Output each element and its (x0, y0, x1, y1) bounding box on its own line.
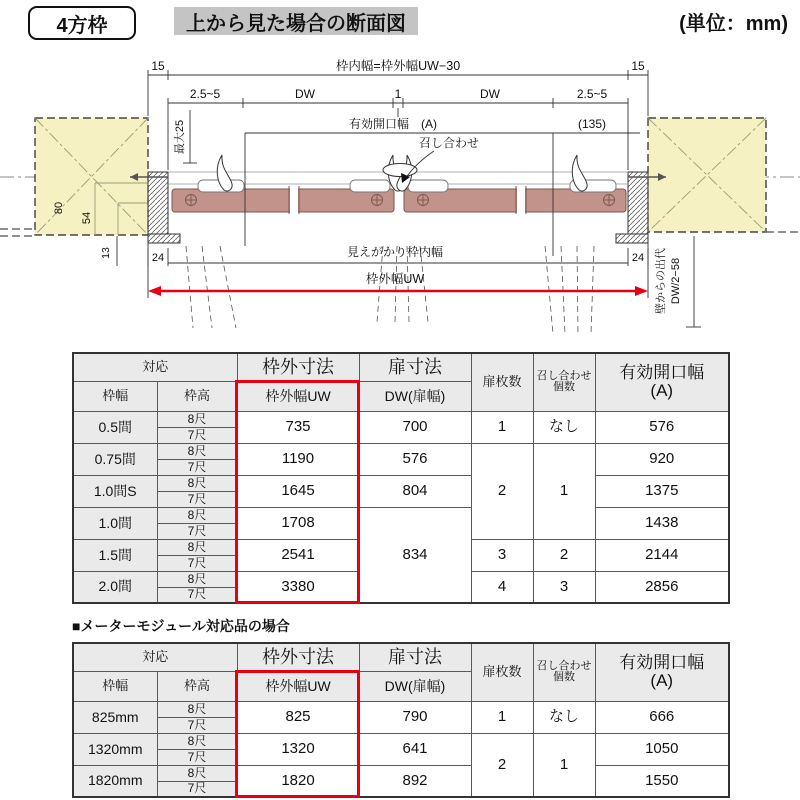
cell-meeting: 3 (533, 571, 595, 603)
cell-meeting: 1 (533, 733, 595, 797)
label-meeting-stile: 召し合わせ (418, 136, 480, 150)
cell-opening: 1438 (595, 507, 729, 539)
dim-outer-width-uw: 枠外幅UW (365, 272, 425, 286)
cell-frame-height: 7尺 (157, 717, 237, 733)
cell-doors: 1 (471, 411, 533, 443)
unit-label: (単位：mm) (679, 13, 788, 35)
cell-opening: 920 (595, 443, 729, 475)
th-outer-dim: 枠外寸法 (237, 353, 359, 381)
dim-dw-right: DW (480, 87, 500, 101)
cell-opening: 2856 (595, 571, 729, 603)
section-title: 上から見た場合の断面図 (174, 7, 418, 35)
cell-doors: 2 (471, 443, 533, 539)
cell-frame-height: 8尺 (157, 443, 237, 459)
th-door-dim: 扉寸法 (359, 643, 471, 671)
door-panels (172, 155, 626, 214)
th-correspond: 対応 (73, 643, 237, 671)
dim-24-left: 24 (151, 252, 165, 264)
th-opening-line2: (A) (650, 671, 674, 691)
dim-max25: 最大25 (174, 119, 186, 155)
th-opening-line1: 有効開口幅 (619, 363, 705, 383)
th-frame-width: 枠幅 (73, 671, 157, 701)
outer-width-arrow (148, 286, 648, 296)
cell-frame-height: 7尺 (157, 459, 237, 475)
cell-uw: 735 (237, 411, 359, 443)
cell-opening: 666 (595, 701, 729, 733)
label-wall-offset: 壁からの出代 (655, 248, 667, 314)
wall-right (648, 118, 800, 232)
cell-frame-width: 1.0間 (73, 507, 157, 539)
dim-gap-left: 2.5~5 (189, 87, 221, 101)
dim-13: 13 (100, 247, 112, 259)
dim-visible-inner-width: 見えがかり枠内幅 (346, 245, 444, 259)
cell-opening: 2144 (595, 539, 729, 571)
cell-frame-height: 8尺 (157, 733, 237, 749)
cell-uw: 3380 (237, 571, 359, 603)
th-frame-height: 枠高 (157, 381, 237, 411)
th-meeting-count (533, 643, 595, 701)
th-meeting-line2: 個数 (553, 671, 575, 684)
label-wall-offset-formula: DW/2−58 (670, 257, 682, 305)
cell-uw: 1190 (237, 443, 359, 475)
dim-54: 54 (81, 211, 93, 225)
th-frame-width: 枠幅 (73, 381, 157, 411)
th-meeting-line1: 召し合わせ (536, 369, 592, 382)
wall-left (0, 118, 148, 236)
spec-table-standard (72, 352, 730, 604)
cell-frame-height: 8尺 (157, 571, 237, 587)
cell-frame-width: 825mm (73, 701, 157, 733)
cell-uw: 1820 (237, 765, 359, 797)
cell-frame-width: 1820mm (73, 765, 157, 797)
th-opening-line1: 有効開口幅 (619, 653, 705, 673)
th-outer-width-uw: 枠外幅UW (237, 381, 359, 411)
dim-80: 80 (53, 201, 65, 215)
cell-dw: 834 (359, 507, 471, 603)
cell-uw: 2541 (237, 539, 359, 571)
cell-doors: 1 (471, 701, 533, 733)
cell-frame-height: 8尺 (157, 507, 237, 523)
meter-module-note: ■メーターモジュール対応品の場合 (72, 618, 290, 634)
th-correspond: 対応 (73, 353, 237, 381)
th-door-count: 扉枚数 (471, 643, 533, 701)
cell-frame-height: 7尺 (157, 555, 237, 571)
cell-meeting: なし (533, 701, 595, 733)
th-outer-width-uw: 枠外幅UW (237, 671, 359, 701)
cell-opening: 1050 (595, 733, 729, 765)
dim-gap-right: 2.5~5 (576, 87, 608, 101)
cell-uw: 1320 (237, 733, 359, 765)
cell-meeting: 1 (533, 443, 595, 539)
cell-opening: 576 (595, 411, 729, 443)
th-opening-width (595, 643, 729, 701)
cell-dw: 641 (359, 733, 471, 765)
th-meeting-count (533, 353, 595, 411)
th-dw: DW(扉幅) (359, 381, 471, 411)
dim-one: 1 (394, 87, 402, 101)
cell-frame-height: 7尺 (157, 491, 237, 507)
cell-uw: 1708 (237, 507, 359, 539)
cell-dw: 576 (359, 443, 471, 475)
th-outer-dim: 枠外寸法 (237, 643, 359, 671)
dim-24-right: 24 (631, 252, 645, 264)
dim-dw-left: DW (295, 87, 315, 101)
cell-doors: 2 (471, 733, 533, 797)
cell-opening: 1550 (595, 765, 729, 797)
cell-dw: 804 (359, 475, 471, 507)
hook-handle-icons (217, 155, 587, 191)
cell-frame-height: 7尺 (157, 587, 237, 603)
th-opening-line2: (A) (650, 381, 674, 401)
cell-frame-height: 8尺 (157, 475, 237, 491)
cell-dw: 700 (359, 411, 471, 443)
spec-table-meter-module (72, 642, 730, 798)
cell-doors: 4 (471, 571, 533, 603)
cell-frame-height: 7尺 (157, 523, 237, 539)
cell-frame-height: 7尺 (157, 427, 237, 443)
cell-dw: 790 (359, 701, 471, 733)
th-meeting-line2: 個数 (553, 381, 575, 394)
cell-frame-height: 8尺 (157, 411, 237, 427)
cell-doors: 3 (471, 539, 533, 571)
cell-frame-width: 0.5間 (73, 411, 157, 443)
th-dw: DW(扉幅) (359, 671, 471, 701)
cell-frame-width: 1.0間S (73, 475, 157, 507)
cell-uw: 1645 (237, 475, 359, 507)
th-door-count: 扉枚数 (471, 353, 533, 411)
cell-frame-height: 8尺 (157, 765, 237, 781)
dim-inner-width: 枠内幅=枠外幅UW−30 (335, 59, 461, 73)
cell-frame-height: 7尺 (157, 749, 237, 765)
cell-frame-height: 8尺 (157, 539, 237, 555)
cell-dw: 892 (359, 765, 471, 797)
th-door-dim: 扉寸法 (359, 353, 471, 381)
th-frame-height: 枠高 (157, 671, 237, 701)
cell-meeting: なし (533, 411, 595, 443)
label-135: (135) (577, 117, 607, 131)
cell-frame-width: 2.0間 (73, 571, 157, 603)
cell-opening: 1375 (595, 475, 729, 507)
th-meeting-line1: 召し合わせ (536, 659, 592, 672)
cell-meeting: 2 (533, 539, 595, 571)
cell-uw: 825 (237, 701, 359, 733)
cell-frame-width: 0.75間 (73, 443, 157, 475)
frame-type-badge: 4方枠 (28, 6, 136, 40)
dim-15-right: 15 (631, 59, 645, 73)
cell-frame-height: 8尺 (157, 701, 237, 717)
label-opening-width: 有効開口幅 (A) (349, 117, 437, 131)
cell-frame-width: 1320mm (73, 733, 157, 765)
cross-section-diagram (0, 50, 800, 350)
cell-frame-width: 1.5間 (73, 539, 157, 571)
dim-15-left: 15 (151, 59, 165, 73)
cell-frame-height: 7尺 (157, 781, 237, 797)
th-opening-width (595, 353, 729, 411)
